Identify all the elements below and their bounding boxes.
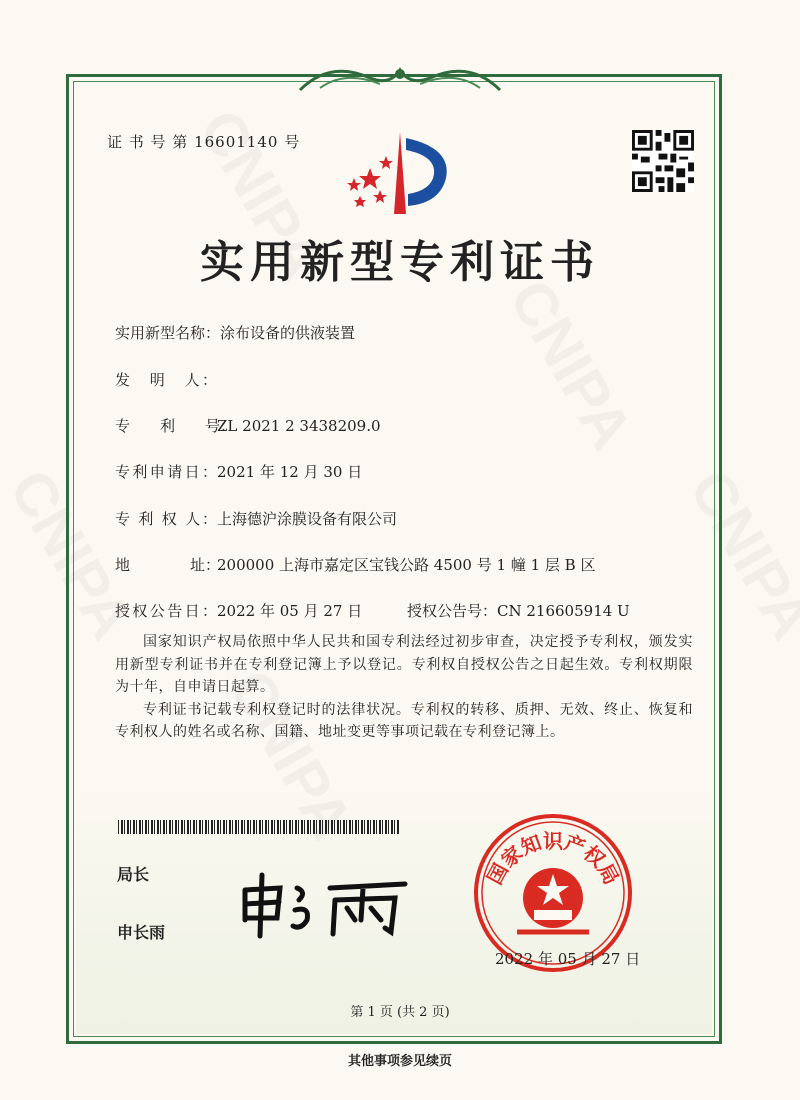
paragraph: 国家知识产权局依照中华人民共和国专利法经过初步审查，决定授予专利权，颁发实用新型专利证书并在专利登记簿上予以登记。专利权自授权公告之日起生效。专利权期限为十年，自申请日起算。 — [115, 634, 693, 695]
field-label: 实用新型名称： — [115, 324, 221, 342]
field-label: 发 明 人： — [115, 371, 217, 389]
certificate-number: 证 书 号 第 16601140 号 — [107, 133, 301, 151]
field-grant-date — [115, 600, 362, 621]
qr-code-icon — [632, 130, 694, 192]
field-value: 2021 年 12 月 30 日 — [217, 463, 363, 481]
field-utility-model-name — [115, 322, 355, 343]
field-inventor — [115, 369, 217, 390]
certificate-statement — [115, 631, 693, 744]
field-announcement-number — [407, 600, 630, 621]
field-value: 200000 上海市嘉定区宝钱公路 4500 号 1 幢 1 层 B 区 — [217, 556, 596, 574]
field-patentee — [115, 508, 397, 529]
cnipa-logo-icon — [340, 128, 460, 218]
signature-icon — [235, 870, 415, 940]
ornament-icon — [290, 60, 510, 96]
field-application-date — [115, 461, 362, 482]
paragraph: 专利证书记载专利权登记时的法律状况。专利权的转移、质押、无效、终止、恢复和专利权人的姓名或名称、国籍、地址变更等事项记载在专利登记簿上。 — [115, 701, 693, 740]
signatory-name: 申长雨 — [117, 923, 166, 942]
field-address — [115, 554, 595, 575]
field-value: 2022 年 05 月 27 日 — [217, 602, 363, 620]
signatory-role: 局长 — [117, 865, 150, 884]
field-value: 上海德沪涂膜设备有限公司 — [217, 510, 398, 528]
field-label: 专利申请日： — [115, 463, 217, 481]
barcode-icon — [118, 820, 400, 834]
field-value: 涂布设备的供液装置 — [220, 324, 356, 342]
page-info: 第 1 页 (共 2 页) — [350, 1005, 450, 1020]
certificate-title: 实用新型专利证书 — [200, 237, 600, 288]
field-label: 地 址： — [115, 556, 221, 574]
field-value: ZL 2021 2 3438209.0 — [217, 417, 381, 435]
field-label: 专 利 权 人： — [115, 510, 217, 528]
field-label: 授权公告号： — [407, 602, 498, 620]
continuation-note: 其他事项参见续页 — [347, 1054, 452, 1069]
field-value: CN 216605914 U — [497, 602, 630, 620]
seal-date: 2022 年 05 月 27 日 — [495, 950, 641, 968]
field-label: 授权公告日： — [115, 602, 217, 620]
seal-text: 国家知识产权局 — [482, 828, 624, 889]
field-patent-number — [115, 415, 381, 436]
field-label: 专 利 号： — [115, 417, 236, 435]
